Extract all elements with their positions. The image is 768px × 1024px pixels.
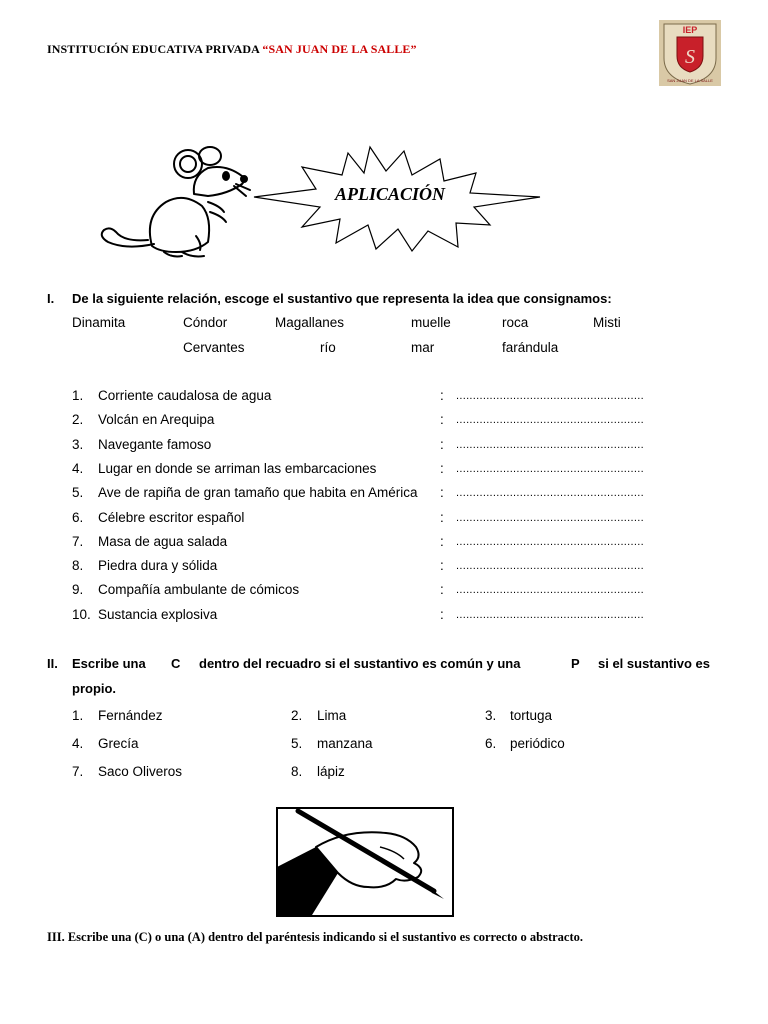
question-number: 4. <box>72 461 84 476</box>
question-text: Sustancia explosiva <box>98 607 218 622</box>
question-text: Masa de agua salada <box>98 534 228 549</box>
word-option: río <box>320 340 336 355</box>
item-text: Saco Oliveros <box>98 764 183 779</box>
answer-blank[interactable]: ........................................................ <box>456 536 644 548</box>
section-1-number: I. <box>47 291 55 306</box>
item-text: Lima <box>317 708 347 723</box>
section-2-letter-p: P <box>571 656 580 671</box>
question-number: 1. <box>72 388 84 403</box>
section-3 <box>47 930 583 945</box>
answer-blank[interactable]: ........................................................ <box>456 512 644 524</box>
item-text: manzana <box>317 736 373 751</box>
item-text: periódico <box>510 736 565 751</box>
answer-blank[interactable]: ........................................................ <box>456 439 644 451</box>
question-number: 7. <box>72 534 84 549</box>
answer-blank[interactable]: ........................................................ <box>456 414 644 426</box>
writing-hand-illustration <box>276 807 454 917</box>
question-colon: : <box>440 461 444 476</box>
question-colon: : <box>440 558 444 573</box>
logo-text-top: IEP <box>682 25 698 35</box>
section-2-instr-c: si el sustantivo es <box>598 656 710 671</box>
word-option: Dinamita <box>72 315 126 330</box>
question-text: Piedra dura y sólida <box>98 558 218 573</box>
word-option: farándula <box>502 340 559 355</box>
section-2-instr-b: dentro del recuadro si el sustantivo es común y una <box>199 656 521 671</box>
answer-blank[interactable]: ........................................................ <box>456 390 644 402</box>
answer-blank[interactable]: ........................................................ <box>456 609 644 621</box>
section-1-instruction: De la siguiente relación, escoge el sustantivo que representa la idea que consignamos: <box>72 291 612 306</box>
question-colon: : <box>440 510 444 525</box>
item-number: 3. <box>485 708 497 723</box>
item-number: 1. <box>72 708 84 723</box>
word-option: Cervantes <box>183 340 245 355</box>
question-text: Ave de rapiña de gran tamaño que habita en América <box>98 485 418 500</box>
section-3-instruction: Escribe una (C) o una (A) dentro del paréntesis indicando si el sustantivo es correcto o abstracto. <box>67 930 583 944</box>
question-number: 9. <box>72 582 84 597</box>
question-text: Lugar en donde se arriman las embarcaciones <box>98 461 377 476</box>
question-number: 6. <box>72 510 84 525</box>
question-text: Corriente caudalosa de agua <box>98 388 272 403</box>
item-text: Fernández <box>98 708 163 723</box>
question-number: 2. <box>72 412 84 427</box>
question-colon: : <box>440 412 444 427</box>
question-number: 8. <box>72 558 84 573</box>
section-2-number: II. <box>47 656 58 671</box>
institution-name: “SAN JUAN DE LA SALLE” <box>262 42 417 56</box>
word-option: mar <box>411 340 435 355</box>
item-text: Grecía <box>98 736 139 751</box>
word-option: roca <box>502 315 529 330</box>
section-2-instr-a: Escribe una <box>72 656 146 671</box>
word-option: muelle <box>411 315 451 330</box>
word-option: Misti <box>593 315 621 330</box>
institution-prefix: INSTITUCIÓN EDUCATIVA PRIVADA <box>47 42 260 56</box>
question-colon: : <box>440 485 444 500</box>
item-number: 5. <box>291 736 303 751</box>
item-number: 7. <box>72 764 84 779</box>
question-number: 3. <box>72 437 84 452</box>
question-text: Navegante famoso <box>98 437 212 452</box>
logo-ring-text: SAN JUAN DE LA SALLE <box>667 78 713 83</box>
item-number: 6. <box>485 736 497 751</box>
institution-header <box>47 42 417 57</box>
word-option: Magallanes <box>275 315 345 330</box>
mouse-illustration <box>96 146 256 264</box>
answer-blank[interactable]: ........................................................ <box>456 487 644 499</box>
section-2-letter-c: C <box>171 656 181 671</box>
section-2-instr-d: propio. <box>72 681 117 696</box>
item-number: 8. <box>291 764 303 779</box>
item-number: 2. <box>291 708 303 723</box>
logo-letter: S <box>685 46 695 68</box>
section-3-number: III. <box>47 930 65 944</box>
question-number: 10. <box>72 607 91 622</box>
school-logo <box>659 20 721 86</box>
item-text: tortuga <box>510 708 553 723</box>
item-text: lápiz <box>317 764 345 779</box>
word-option: Cóndor <box>183 315 228 330</box>
banner-title: APLICACIÓN <box>334 184 446 204</box>
question-colon: : <box>440 534 444 549</box>
answer-blank[interactable]: ........................................................ <box>456 584 644 596</box>
question-text: Compañía ambulante de cómicos <box>98 582 300 597</box>
question-colon: : <box>440 388 444 403</box>
question-text: Célebre escritor español <box>98 510 245 525</box>
answer-blank[interactable]: ........................................................ <box>456 463 644 475</box>
question-colon: : <box>440 607 444 622</box>
question-text: Volcán en Arequipa <box>98 412 215 427</box>
question-number: 5. <box>72 485 84 500</box>
question-colon: : <box>440 582 444 597</box>
item-number: 4. <box>72 736 84 751</box>
question-colon: : <box>440 437 444 452</box>
answer-blank[interactable]: ........................................................ <box>456 560 644 572</box>
